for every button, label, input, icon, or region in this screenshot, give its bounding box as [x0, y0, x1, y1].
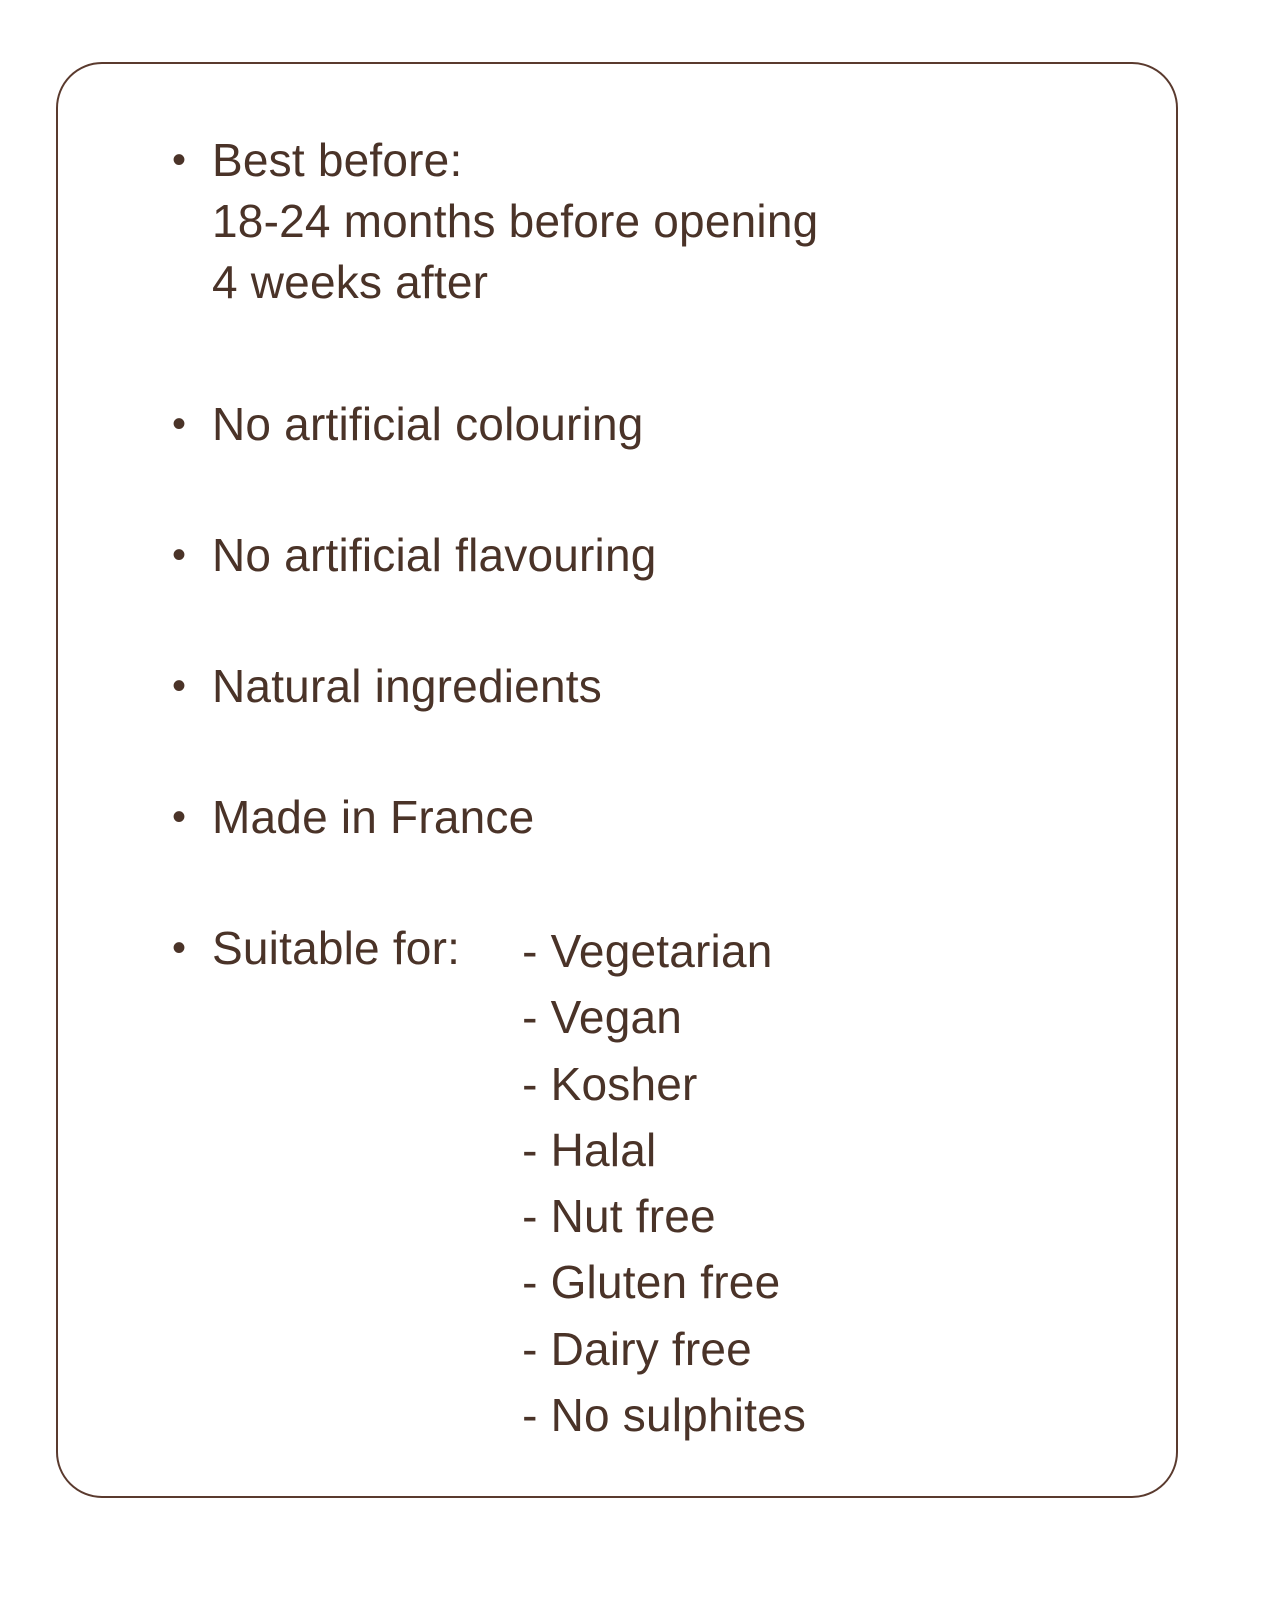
claim-label: No artificial flavouring: [212, 528, 657, 581]
suitable-value-gluten-free: - Gluten free: [522, 1256, 781, 1309]
suitable-value-dairy-free: - Dairy free: [522, 1322, 752, 1375]
list-item-natural-ingredients: [168, 656, 1136, 717]
best-before-line-1: Best before:: [212, 134, 463, 186]
suitable-for-values: [460, 918, 1136, 1448]
suitable-value-nut-free: - Nut free: [522, 1190, 716, 1243]
list-item-made-in-france: [168, 787, 1136, 848]
card-content: [168, 130, 1136, 1476]
bullet-dot-icon: •: [172, 401, 187, 446]
suitable-value-kosher: - Kosher: [522, 1057, 698, 1110]
list-item-suitable-for: [168, 918, 1136, 1448]
claim-label: Natural ingredients: [212, 659, 602, 712]
made-in-france-text: [212, 787, 1136, 848]
best-before-line-2: 18-24 months before opening: [212, 195, 819, 248]
no-artificial-flavouring-text: [212, 525, 1136, 586]
bullet-dot-icon: •: [172, 926, 187, 971]
claim-label: No artificial colouring: [212, 397, 644, 450]
product-info-card: [56, 62, 1178, 1498]
bullet-dot-icon: •: [172, 663, 187, 708]
bullet-dot-icon: •: [172, 532, 187, 577]
list-item-no-artificial-flavouring: [168, 525, 1136, 586]
suitable-value-halal: - Halal: [522, 1123, 657, 1176]
natural-ingredients-text: [212, 656, 1136, 717]
suitable-value-vegan: - Vegan: [522, 991, 683, 1044]
suitable-value-vegetarian: - Vegetarian: [522, 925, 773, 978]
no-artificial-colouring-text: [212, 394, 1136, 455]
suitable-for-row: [212, 918, 1136, 1448]
product-claims-list: [168, 130, 1136, 1448]
suitable-for-label: Suitable for:: [212, 922, 461, 975]
list-item-no-artificial-colouring: [168, 394, 1136, 455]
bullet-dot-icon: •: [172, 795, 187, 840]
bullet-dot-icon: •: [172, 138, 187, 182]
list-item-best-before: [168, 130, 1136, 314]
best-before-text: [212, 130, 1136, 314]
claim-label: Made in France: [212, 791, 535, 844]
best-before-line-3: 4 weeks after: [212, 256, 489, 309]
suitable-value-no-sulphites: - No sulphites: [522, 1388, 807, 1441]
